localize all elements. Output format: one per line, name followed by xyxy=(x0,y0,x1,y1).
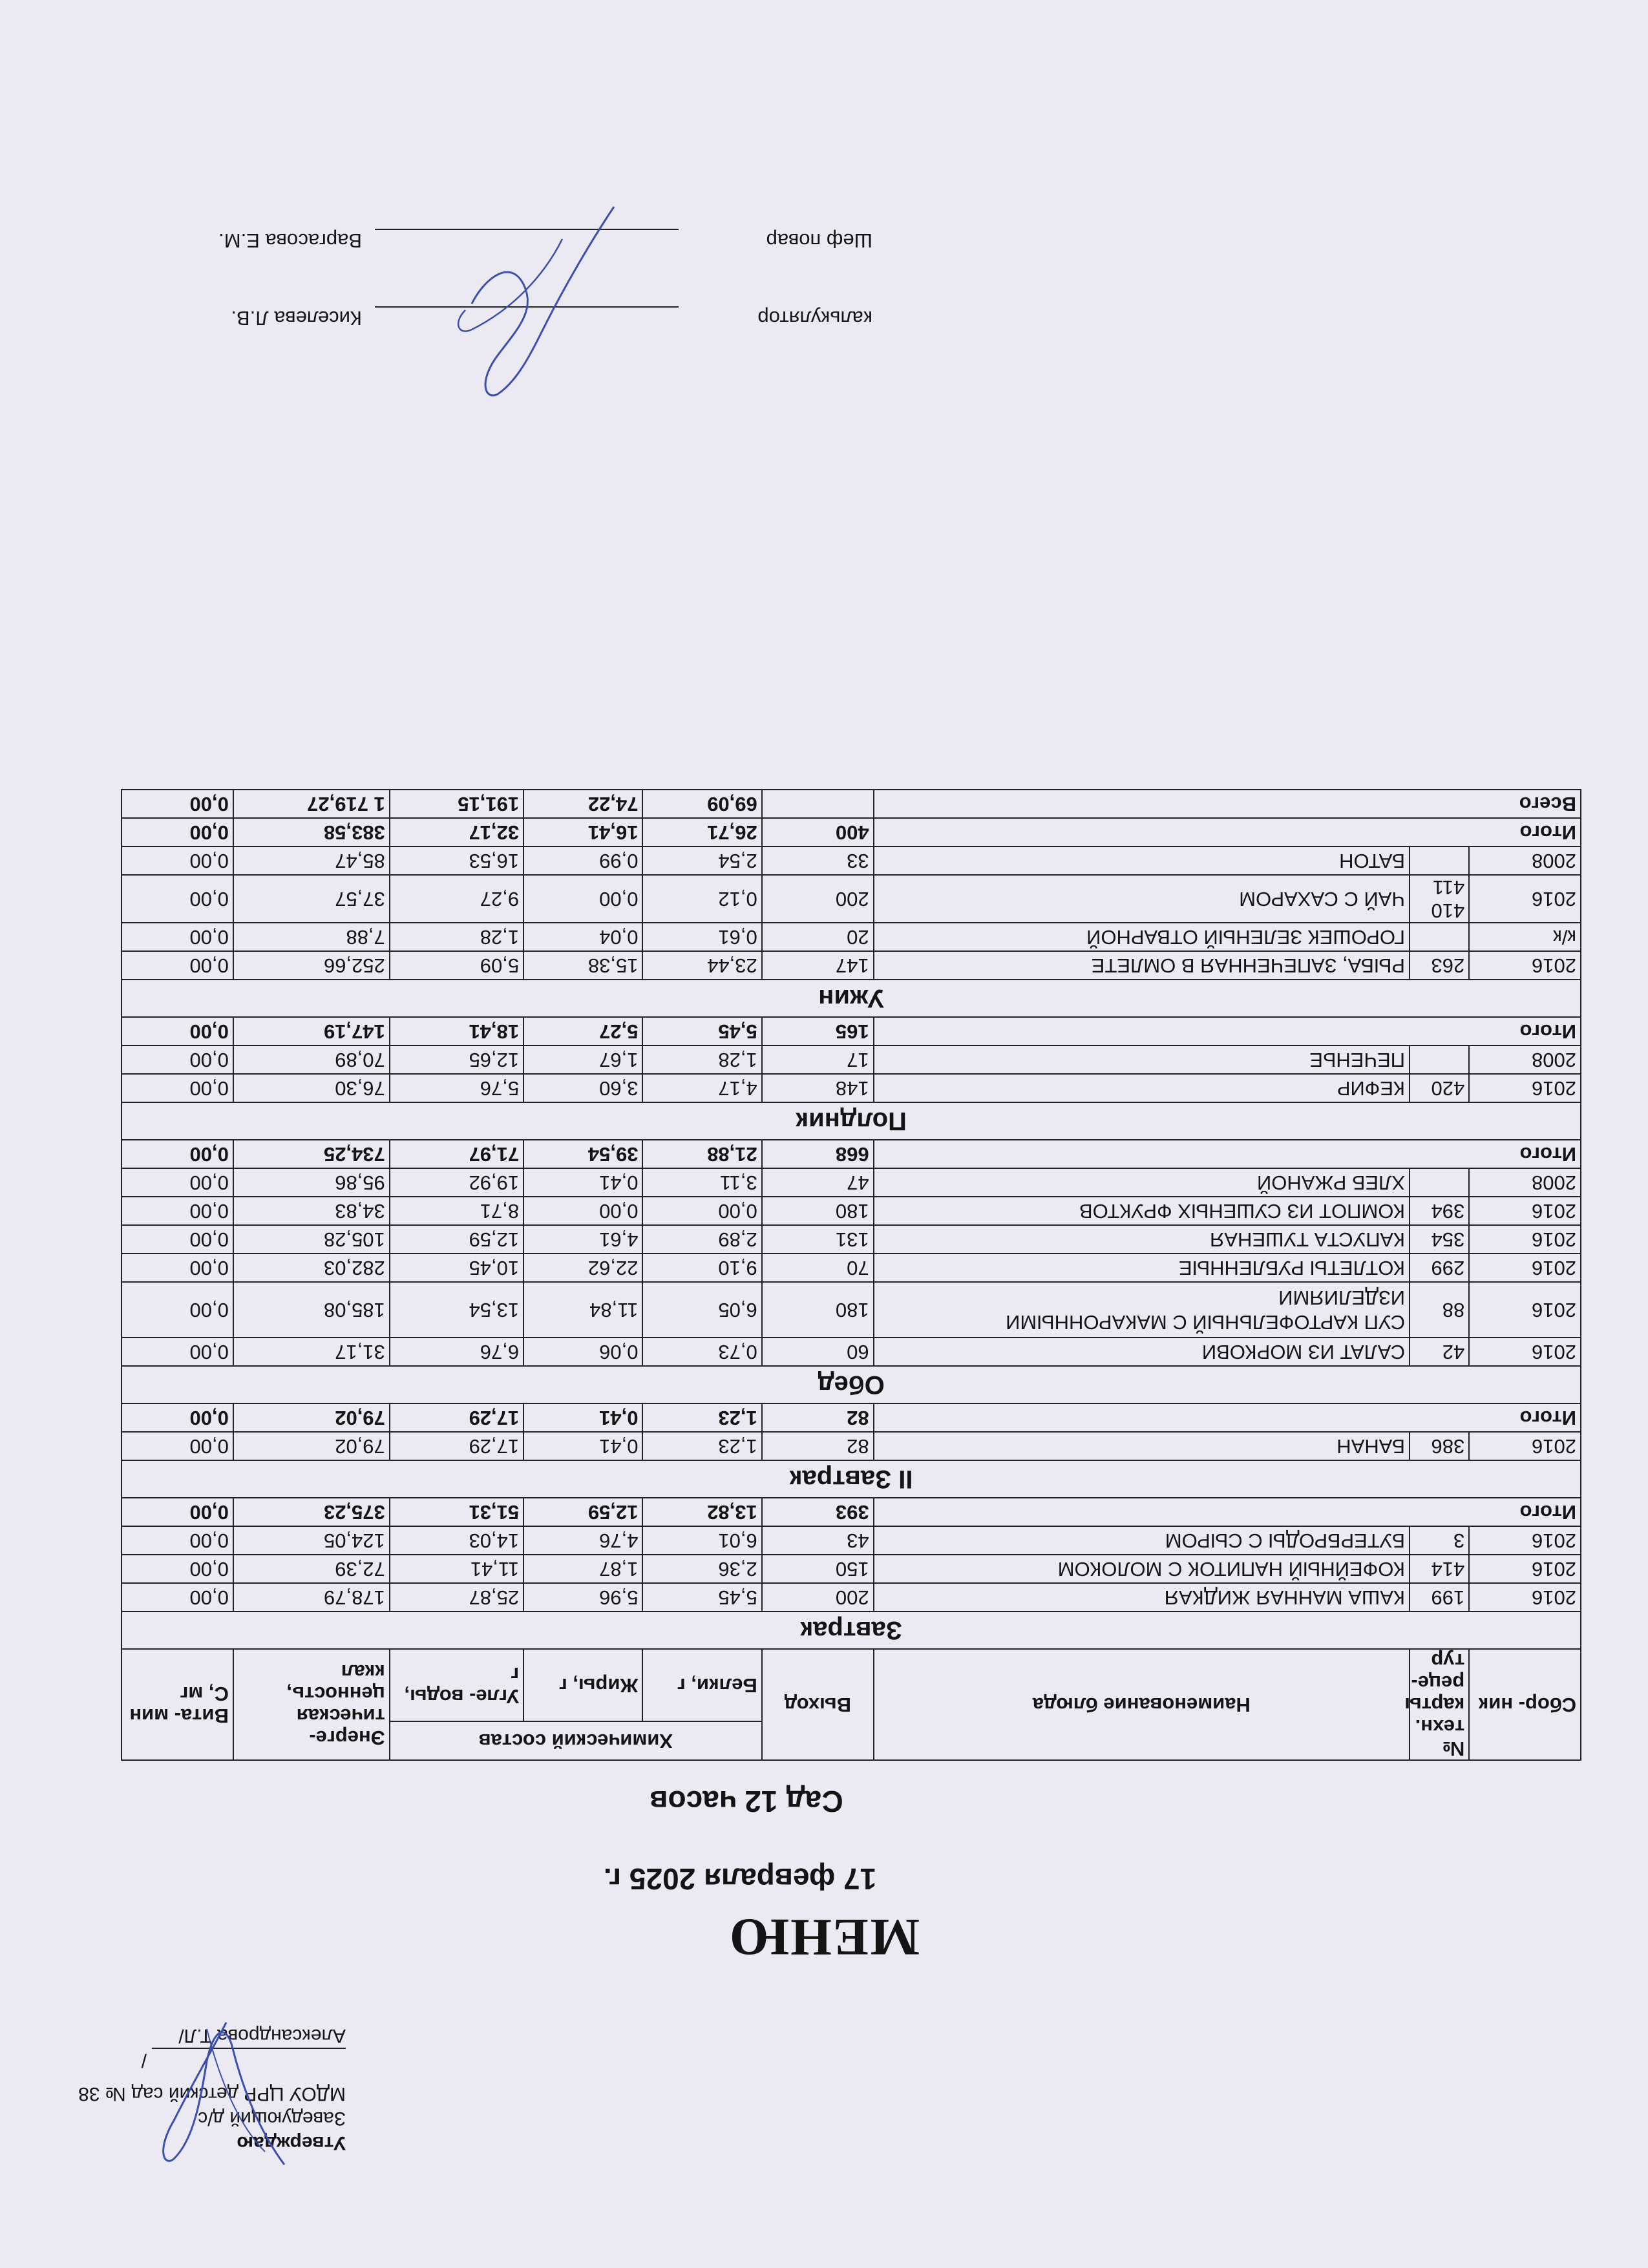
carbs-cell: 5,09 xyxy=(390,951,523,980)
recipe-no-cell: 394 xyxy=(1410,1197,1469,1225)
carbs-cell: 17,29 xyxy=(390,1432,523,1460)
header-recipe-no: № техн. карты реце- тур xyxy=(1410,1649,1469,1760)
output-cell: 82 xyxy=(762,1403,874,1432)
meal-total-row xyxy=(121,818,1581,846)
carbs-cell: 8,71 xyxy=(390,1197,523,1225)
carbs-cell: 32,17 xyxy=(390,818,523,846)
output-cell: 400 xyxy=(762,818,874,846)
dish-name-cell: КОФЕЙНЫЙ НАПИТОК С МОЛОКОМ xyxy=(874,1555,1410,1583)
vitamin-cell: 0,00 xyxy=(121,1140,233,1168)
recipe-no-cell: 3 xyxy=(1410,1526,1469,1555)
energy-cell: 282,03 xyxy=(233,1254,390,1282)
approval-position: Заведующий д/с xyxy=(198,2108,346,2129)
vitamin-cell: 0,00 xyxy=(121,1432,233,1460)
protein-cell: 5,45 xyxy=(642,1583,761,1612)
energy-cell: 95,86 xyxy=(233,1168,390,1197)
meal-section-header xyxy=(121,1102,1581,1140)
carbs-cell: 191,15 xyxy=(390,790,523,818)
output-cell: 60 xyxy=(762,1338,874,1366)
vitamin-cell: 0,00 xyxy=(121,923,233,951)
recipe-no-cell: 199 xyxy=(1410,1583,1469,1612)
dish-row xyxy=(121,1197,1581,1225)
header-carbs: Угле- воды, г xyxy=(390,1649,523,1721)
collection-cell: 2016 xyxy=(1469,1074,1581,1102)
fat-cell: 0,41 xyxy=(523,1168,642,1197)
energy-cell: 105,28 xyxy=(233,1225,390,1254)
recipe-no-cell: 42 xyxy=(1410,1338,1469,1366)
carbs-cell: 25,87 xyxy=(390,1583,523,1612)
collection-cell: 2008 xyxy=(1469,1168,1581,1197)
collection-cell: 2016 xyxy=(1469,1338,1581,1366)
protein-cell: 4,17 xyxy=(642,1074,761,1102)
header-dish: Наименование блюда xyxy=(874,1649,1410,1760)
vitamin-cell: 0,00 xyxy=(121,1403,233,1432)
energy-cell: 72,39 xyxy=(233,1555,390,1583)
vitamin-cell: 0,00 xyxy=(121,1583,233,1612)
vitamin-cell: 0,00 xyxy=(121,1526,233,1555)
menu-group: Сад 12 часов xyxy=(650,1785,843,1818)
energy-cell: 37,57 xyxy=(233,875,390,923)
meal-total-row xyxy=(121,1017,1581,1045)
fat-cell: 15,38 xyxy=(523,951,642,980)
energy-cell: 147,19 xyxy=(233,1017,390,1045)
output-cell: 147 xyxy=(762,951,874,980)
dish-name-cell: ХЛЕБ РЖАНОЙ xyxy=(874,1168,1410,1197)
carbs-cell: 1,28 xyxy=(390,923,523,951)
carbs-cell: 9,27 xyxy=(390,875,523,923)
energy-cell: 252,66 xyxy=(233,951,390,980)
vitamin-cell: 0,00 xyxy=(121,1555,233,1583)
recipe-no-cell xyxy=(1410,923,1469,951)
collection-cell: 2016 xyxy=(1469,875,1581,923)
output-cell: 393 xyxy=(762,1498,874,1526)
output-cell: 180 xyxy=(762,1282,874,1338)
header-vitamin: Вита- мин С, мг xyxy=(121,1649,233,1760)
recipe-no-cell: 299 xyxy=(1410,1254,1469,1282)
approval-organization: МДОУ ЦРР детский сад № 38 xyxy=(78,2083,346,2105)
carbs-cell: 12,59 xyxy=(390,1225,523,1254)
signature-name: Варгасова Е.М. xyxy=(218,229,362,252)
protein-cell: 1,23 xyxy=(642,1432,761,1460)
vitamin-cell: 0,00 xyxy=(121,1498,233,1526)
protein-cell: 0,12 xyxy=(642,875,761,923)
energy-cell: 76,30 xyxy=(233,1074,390,1102)
recipe-no-cell xyxy=(1410,1045,1469,1074)
energy-cell: 34,83 xyxy=(233,1197,390,1225)
protein-cell: 0,00 xyxy=(642,1197,761,1225)
energy-cell: 70,89 xyxy=(233,1045,390,1074)
fat-cell: 0,00 xyxy=(523,1197,642,1225)
energy-cell: 178,79 xyxy=(233,1583,390,1612)
carbs-cell: 16,53 xyxy=(390,846,523,875)
fat-cell: 11,84 xyxy=(523,1282,642,1338)
fat-cell: 16,41 xyxy=(523,818,642,846)
dish-row xyxy=(121,1225,1581,1254)
meal-title: Обед xyxy=(121,1366,1581,1403)
total-label: Итого xyxy=(874,1498,1581,1526)
carbs-cell: 6,76 xyxy=(390,1338,523,1366)
energy-cell: 734,25 xyxy=(233,1140,390,1168)
dish-name-cell: КЕФИР xyxy=(874,1074,1410,1102)
energy-cell: 31,17 xyxy=(233,1338,390,1366)
vitamin-cell: 0,00 xyxy=(121,1168,233,1197)
output-cell xyxy=(762,790,874,818)
output-cell: 70 xyxy=(762,1254,874,1282)
dish-name-cell: САЛАТ ИЗ МОРКОВИ xyxy=(874,1338,1410,1366)
protein-cell: 69,09 xyxy=(642,790,761,818)
fat-cell: 39,54 xyxy=(523,1140,642,1168)
dish-row xyxy=(121,951,1581,980)
total-label: Итого xyxy=(874,1017,1581,1045)
energy-cell: 1 719,27 xyxy=(233,790,390,818)
recipe-no-cell: 88 xyxy=(1410,1282,1469,1338)
dish-row xyxy=(121,1526,1581,1555)
vitamin-cell: 0,00 xyxy=(121,1197,233,1225)
dish-row xyxy=(121,1074,1581,1102)
protein-cell: 13,82 xyxy=(642,1498,761,1526)
protein-cell: 1,23 xyxy=(642,1403,761,1432)
energy-cell: 79,02 xyxy=(233,1403,390,1432)
output-cell: 180 xyxy=(762,1197,874,1225)
output-cell: 668 xyxy=(762,1140,874,1168)
header-protein: Белки, г xyxy=(642,1649,761,1721)
dish-row xyxy=(121,846,1581,875)
menu-table-body xyxy=(121,790,1581,1649)
header-energy: Энерге- тическая ценность, ккал xyxy=(233,1649,390,1760)
collection-cell: 2016 xyxy=(1469,1526,1581,1555)
carbs-cell: 19,92 xyxy=(390,1168,523,1197)
total-label: Итого xyxy=(874,1140,1581,1168)
collection-cell: 2016 xyxy=(1469,1432,1581,1460)
meal-section-header xyxy=(121,980,1581,1017)
header-collection: Сбор- ник xyxy=(1469,1649,1581,1760)
carbs-cell: 71,97 xyxy=(390,1140,523,1168)
collection-cell: к/к xyxy=(1469,923,1581,951)
output-cell: 148 xyxy=(762,1074,874,1102)
carbs-cell: 11,41 xyxy=(390,1555,523,1583)
protein-cell: 1,28 xyxy=(642,1045,761,1074)
fat-cell: 0,04 xyxy=(523,923,642,951)
dish-name-cell: БАТОН xyxy=(874,846,1410,875)
vitamin-cell: 0,00 xyxy=(121,818,233,846)
energy-cell: 375,23 xyxy=(233,1498,390,1526)
carbs-cell: 17,29 xyxy=(390,1403,523,1432)
vitamin-cell: 0,00 xyxy=(121,951,233,980)
carbs-cell: 5,76 xyxy=(390,1074,523,1102)
menu-table-header xyxy=(121,1649,1581,1760)
header-output: Выход xyxy=(762,1649,874,1760)
energy-cell: 185,08 xyxy=(233,1282,390,1338)
recipe-no-cell: 386 xyxy=(1410,1432,1469,1460)
dish-name-cell: ПЕЧЕНЬЕ xyxy=(874,1045,1410,1074)
vitamin-cell: 0,00 xyxy=(121,1282,233,1338)
dish-name-cell: КАПУСТА ТУШЕНАЯ xyxy=(874,1225,1410,1254)
protein-cell: 6,05 xyxy=(642,1282,761,1338)
output-cell: 150 xyxy=(762,1555,874,1583)
grand-total-row xyxy=(121,790,1581,818)
output-cell: 131 xyxy=(762,1225,874,1254)
signature-role: Шеф повар xyxy=(766,229,872,252)
fat-cell: 4,61 xyxy=(523,1225,642,1254)
recipe-no-cell: 414 xyxy=(1410,1555,1469,1583)
dish-name-cell: БАНАН xyxy=(874,1432,1410,1460)
protein-cell: 0,61 xyxy=(642,923,761,951)
recipe-no-cell: 410 411 xyxy=(1410,875,1469,923)
dish-name-cell: КОТЛЕТЫ РУБЛЕННЫЕ xyxy=(874,1254,1410,1282)
output-cell: 200 xyxy=(762,1583,874,1612)
dish-row xyxy=(121,1583,1581,1612)
menu-table xyxy=(121,789,1581,1761)
vitamin-cell: 0,00 xyxy=(121,790,233,818)
vitamin-cell: 0,00 xyxy=(121,1338,233,1366)
protein-cell: 6,01 xyxy=(642,1526,761,1555)
energy-cell: 79,02 xyxy=(233,1432,390,1460)
approval-title: Утверждаю xyxy=(237,2132,346,2154)
dish-row xyxy=(121,1254,1581,1282)
carbs-cell: 10,45 xyxy=(390,1254,523,1282)
recipe-no-cell: 354 xyxy=(1410,1225,1469,1254)
protein-cell: 2,36 xyxy=(642,1555,761,1583)
meal-section-header xyxy=(121,1460,1581,1498)
dish-name-cell: КОМПОТ ИЗ СУШЕНЫХ ФРУКТОВ xyxy=(874,1197,1410,1225)
protein-cell: 23,44 xyxy=(642,951,761,980)
output-cell: 82 xyxy=(762,1432,874,1460)
energy-cell: 383,58 xyxy=(233,818,390,846)
dish-row xyxy=(121,875,1581,923)
fat-cell: 3,60 xyxy=(523,1074,642,1102)
meal-title: Ужин xyxy=(121,980,1581,1017)
output-cell: 165 xyxy=(762,1017,874,1045)
meal-section-header xyxy=(121,1612,1581,1649)
dish-name-cell: БУТЕРБРОДЫ С СЫРОМ xyxy=(874,1526,1410,1555)
recipe-no-cell: 420 xyxy=(1410,1074,1469,1102)
meal-total-row xyxy=(121,1403,1581,1432)
header-chem: Химический состав xyxy=(390,1721,762,1760)
dish-name-cell: СУП КАРТОФЕЛЬНЫЙ С МАКАРОННЫМИ ИЗДЕЛИЯМИ xyxy=(874,1282,1410,1338)
fat-cell: 0,99 xyxy=(523,846,642,875)
protein-cell: 3,11 xyxy=(642,1168,761,1197)
staff-signature-scribble xyxy=(433,194,640,407)
energy-cell: 124,05 xyxy=(233,1526,390,1555)
dish-row xyxy=(121,1555,1581,1583)
fat-cell: 0,00 xyxy=(523,875,642,923)
document-title: МЕНЮ xyxy=(728,1908,920,1967)
collection-cell: 2008 xyxy=(1469,1045,1581,1074)
fat-cell: 0,41 xyxy=(523,1432,642,1460)
total-label: Итого xyxy=(874,818,1581,846)
dish-row xyxy=(121,1168,1581,1197)
collection-cell: 2016 xyxy=(1469,1555,1581,1583)
grand-total-label: Всего xyxy=(874,790,1581,818)
fat-cell: 5,96 xyxy=(523,1583,642,1612)
collection-cell: 2016 xyxy=(1469,1197,1581,1225)
vitamin-cell: 0,00 xyxy=(121,1045,233,1074)
vitamin-cell: 0,00 xyxy=(121,1017,233,1045)
carbs-cell: 12,65 xyxy=(390,1045,523,1074)
dish-name-cell: ЧАЙ С САХАРОМ xyxy=(874,875,1410,923)
recipe-no-cell xyxy=(1410,1168,1469,1197)
protein-cell: 2,89 xyxy=(642,1225,761,1254)
vitamin-cell: 0,00 xyxy=(121,1074,233,1102)
protein-cell: 2,54 xyxy=(642,846,761,875)
signature-name: Киселева Л.В. xyxy=(231,307,362,330)
carbs-cell: 14,03 xyxy=(390,1526,523,1555)
output-cell: 47 xyxy=(762,1168,874,1197)
dish-name-cell: РЫБА, ЗАПЕЧЕННАЯ В ОМЛЕТЕ xyxy=(874,951,1410,980)
dish-name-cell: ГОРОШЕК ЗЕЛЕНЫЙ ОТВАРНОЙ xyxy=(874,923,1410,951)
fat-cell: 0,41 xyxy=(523,1403,642,1432)
protein-cell: 26,71 xyxy=(642,818,761,846)
dish-row xyxy=(121,923,1581,951)
carbs-cell: 18,41 xyxy=(390,1017,523,1045)
meal-title: Завтрак xyxy=(121,1612,1581,1649)
output-cell: 17 xyxy=(762,1045,874,1074)
fat-cell: 1,67 xyxy=(523,1045,642,1074)
carbs-cell: 13,54 xyxy=(390,1282,523,1338)
approval-name: /Александрова Т.Л/ xyxy=(141,2025,346,2071)
dish-name-cell: КАША МАННАЯ ЖИДКАЯ xyxy=(874,1583,1410,1612)
vitamin-cell: 0,00 xyxy=(121,1254,233,1282)
protein-cell: 5,45 xyxy=(642,1017,761,1045)
collection-cell: 2016 xyxy=(1469,951,1581,980)
protein-cell: 9,10 xyxy=(642,1254,761,1282)
recipe-no-cell: 263 xyxy=(1410,951,1469,980)
fat-cell: 12,59 xyxy=(523,1498,642,1526)
carbs-cell: 51,31 xyxy=(390,1498,523,1526)
fat-cell: 74,22 xyxy=(523,790,642,818)
header-fat: Жиры, г xyxy=(523,1649,642,1721)
meal-title: Полдник xyxy=(121,1102,1581,1140)
meal-total-row xyxy=(121,1140,1581,1168)
vitamin-cell: 0,00 xyxy=(121,875,233,923)
collection-cell: 2016 xyxy=(1469,1583,1581,1612)
menu-date: 17 февраля 2025 г. xyxy=(603,1862,877,1896)
energy-cell: 7,88 xyxy=(233,923,390,951)
fat-cell: 4,76 xyxy=(523,1526,642,1555)
collection-cell: 2016 xyxy=(1469,1225,1581,1254)
meal-section-header xyxy=(121,1366,1581,1403)
total-label: Итого xyxy=(874,1403,1581,1432)
energy-cell: 85,47 xyxy=(233,846,390,875)
collection-cell: 2008 xyxy=(1469,846,1581,875)
output-cell: 20 xyxy=(762,923,874,951)
meal-title: II Завтрак xyxy=(121,1460,1581,1498)
dish-row xyxy=(121,1338,1581,1366)
collection-cell: 2016 xyxy=(1469,1254,1581,1282)
meal-total-row xyxy=(121,1498,1581,1526)
protein-cell: 21,88 xyxy=(642,1140,761,1168)
fat-cell: 1,87 xyxy=(523,1555,642,1583)
protein-cell: 0,73 xyxy=(642,1338,761,1366)
dish-row xyxy=(121,1045,1581,1074)
dish-row xyxy=(121,1282,1581,1338)
dish-row xyxy=(121,1432,1581,1460)
vitamin-cell: 0,00 xyxy=(121,846,233,875)
vitamin-cell: 0,00 xyxy=(121,1225,233,1254)
fat-cell: 5,27 xyxy=(523,1017,642,1045)
fat-cell: 0,06 xyxy=(523,1338,642,1366)
collection-cell: 2016 xyxy=(1469,1282,1581,1338)
output-cell: 33 xyxy=(762,846,874,875)
output-cell: 200 xyxy=(762,875,874,923)
fat-cell: 22,62 xyxy=(523,1254,642,1282)
output-cell: 43 xyxy=(762,1526,874,1555)
recipe-no-cell xyxy=(1410,846,1469,875)
director-signature-scribble xyxy=(136,2010,304,2178)
signature-role: калькулятор xyxy=(757,307,872,330)
